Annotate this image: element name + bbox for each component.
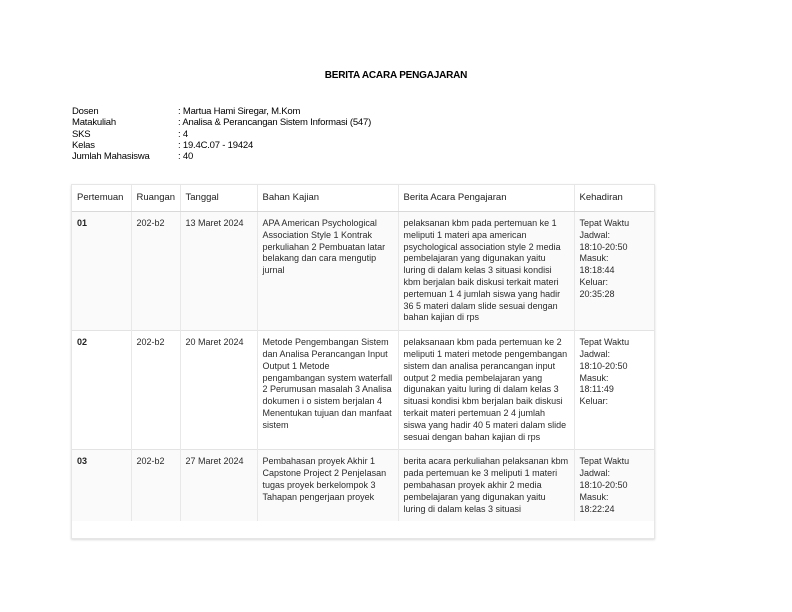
attendance-line: Jadwal:	[579, 229, 611, 240]
attendance-line: 18:18:44	[579, 265, 615, 276]
attendance-line: 18:22:24	[579, 503, 615, 514]
cell-berita-acara: berita acara perkuliahan pelaksanan kbm pada pertemuan ke 3 meliputi 1 materi pembahasan proyek akhir 2 media pembelajaran yang digunakan yaitu luring di dalam kelas 3 situasi	[398, 450, 574, 521]
cell-kehadiran	[574, 212, 654, 331]
info-value: : 4	[178, 128, 188, 140]
info-value: : Analisa & Perancangan Sistem Informasi (547)	[178, 117, 372, 129]
attendance-table	[72, 185, 654, 521]
table-header-row	[72, 185, 654, 212]
cell-kehadiran	[574, 331, 654, 450]
cell-tanggal: 13 Maret 2024	[180, 212, 257, 331]
attendance-status: Tepat Waktu	[579, 218, 630, 228]
cell-berita-acara: pelaksanaan kbm pada pertemuan ke 2 meliputi 1 materi metode pengembangan sistem dan analisa perancangan input output 2 media pembelajaran yang digunakan yaitu luring di dalam kelas 3 situasi kondisi kbm berjalan baik diskusi terkait materi pertemuan 2 4 jumlah siswa yang hadir 40 5 materi dalam slide sesuai dengan bahan kajian di rps	[398, 331, 574, 450]
column-header-tanggal: Tanggal	[180, 185, 257, 212]
cell-ruangan: 202-b2	[131, 212, 180, 331]
info-value: : 40	[178, 151, 194, 163]
cell-bahan-kajian: Pembahasan proyek Akhir 1 Capstone Project 2 Penjelasan tugas proyek berkelompok 3 Tahapan pengerjaan proyek	[257, 450, 398, 521]
info-label: Matakuliah	[72, 117, 116, 129]
cell-berita-acara: pelaksanan kbm pada pertemuan ke 1 meliputi 1 materi apa american psychological association style 2 media pembelajaran yang digunakan yaitu luring di dalam kelas 3 situasi kondisi kbm berjalan baik diskusi terkait materi pertemuan 1 4 jumlah siswa yang hadir 36 5 materi dalam slide sesuai dengan bahan kajian di rps	[398, 212, 574, 331]
attendance-line: Masuk:	[579, 491, 609, 502]
cell-bahan-kajian: Metode Pengembangan Sistem dan Analisa Perancangan Input Output 1 Metode pengambangan system waterfall 2 Perumusan masalah 3 Analisa dokumen i o sistem berjalan 4 Menentukan tujuan dan manfaat sistem	[257, 331, 398, 450]
attendance-status: Tepat Waktu	[579, 456, 630, 467]
info-label: Dosen	[72, 106, 99, 117]
table-row	[72, 212, 654, 331]
cell-ruangan: 202-b2	[131, 331, 180, 450]
column-header-pertemuan: Pertemuan	[72, 185, 131, 212]
cell-ruangan: 202-b2	[131, 450, 180, 521]
info-label: Jumlah Mahasiswa	[72, 151, 150, 163]
attendance-line: 18:10-20:50	[579, 360, 628, 371]
cell-kehadiran	[574, 450, 654, 521]
cell-pertemuan: 03	[72, 450, 131, 521]
attendance-line: Jadwal:	[579, 468, 611, 479]
attendance-line: 18:11:49	[579, 384, 614, 395]
attendance-status: Tepat Waktu	[579, 337, 630, 348]
attendance-line: 20:35:28	[579, 288, 615, 299]
cell-tanggal: 20 Maret 2024	[180, 331, 257, 450]
info-label: Kelas	[72, 139, 95, 151]
info-value: : 19.4C.07 - 19424	[178, 139, 254, 151]
info-row-dosen	[72, 106, 371, 117]
cell-tanggal: 27 Maret 2024	[180, 450, 257, 521]
info-block	[72, 106, 371, 162]
attendance-line: Jadwal:	[579, 348, 611, 359]
cell-pertemuan: 02	[72, 331, 131, 450]
table-row	[72, 450, 654, 521]
info-row-matakuliah	[72, 117, 371, 128]
attendance-table-container	[71, 184, 655, 539]
info-row-sks	[72, 129, 371, 140]
attendance-line: Masuk:	[579, 372, 609, 383]
column-header-kehadiran: Kehadiran	[574, 185, 654, 212]
info-label: SKS	[72, 128, 91, 140]
attendance-line: Masuk:	[579, 253, 609, 264]
column-header-ruangan: Ruangan	[131, 185, 180, 212]
attendance-line: 18:10-20:50	[579, 479, 628, 490]
column-header-bahan-kajian: Bahan Kajian	[257, 185, 398, 212]
info-value: : Martua Hami Siregar, M.Kom	[178, 106, 301, 117]
table-row	[72, 331, 654, 450]
cell-bahan-kajian: APA American Psychological Association Style 1 Kontrak perkuliahan 2 Pembuatan latar belakang dan cara mengutip jurnal	[257, 212, 398, 331]
attendance-line: 18:10-20:50	[579, 241, 628, 252]
attendance-line: Keluar:	[579, 396, 609, 407]
document-title: BERITA ACARA PENGAJARAN	[324, 70, 468, 81]
column-header-berita-acara: Berita Acara Pengajaran	[398, 185, 574, 212]
attendance-line: Keluar:	[579, 276, 609, 287]
info-row-jumlah-mahasiswa	[72, 151, 371, 162]
cell-pertemuan: 01	[72, 212, 131, 331]
info-row-kelas	[72, 140, 371, 151]
